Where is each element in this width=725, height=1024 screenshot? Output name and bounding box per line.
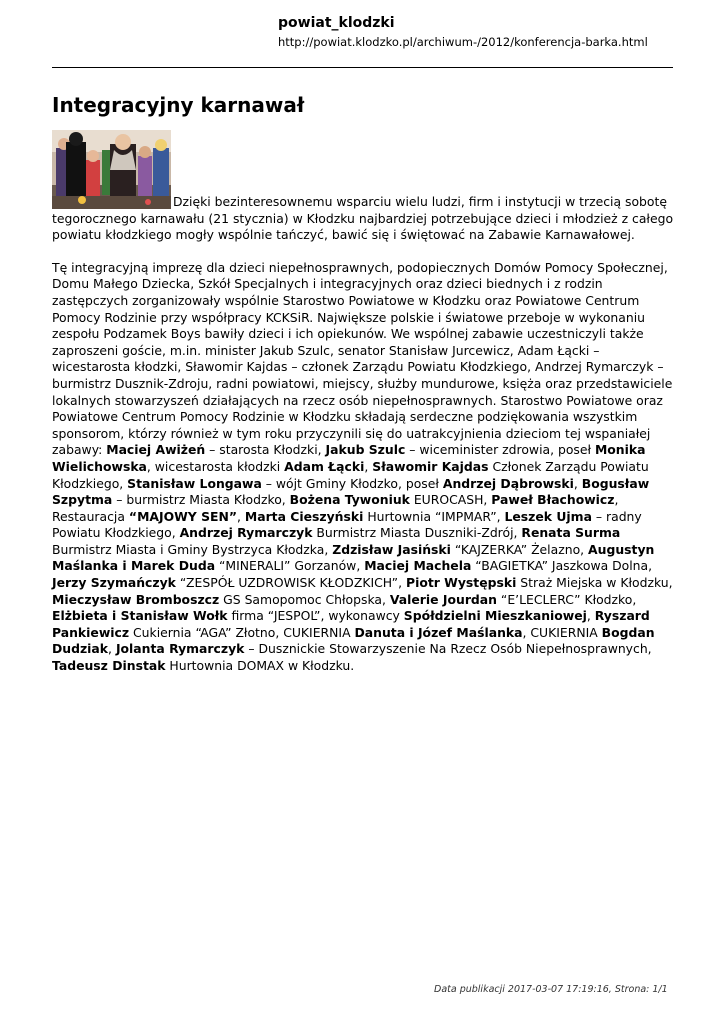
body-text: Tę integracyjną imprezę dla dzieci niepełnosprawnych, podopiecznych Domów Pomocy Społecznej, Domu Małego Dziecka, Szkół Specjalnych i integracyjnych oraz dzieci biednych i z rodzin zastępczych zorganizowały wspólnie Starostwo Powiatowe w Kłodzku oraz Powiatowe Centrum Pomocy Rodzinie przy współpracy KCKSiR. Największe polskie i światowe przeboje w wykonaniu zespołu Podzamek Boys bawiły dzieci i ich opiekunów. We wspólnej zabawie uczestniczyli także zaproszeni goście, m.in. minister Jakub Szulc, senator Stanisław Jurcewicz, Adam Łącki – wicestarosta kłodzki, Sławomir Kajdas – członek Zarządu Powiatu Kłodzkiego, Andrzej Rymarczyk – burmistrz Dusznik-Zdroju, radni powiatowi, miejscy, służby mundurowe, księża oraz przedstawiciele lokalnych stowarzyszeń działających na rzecz osób niepełnosprawnych. Starostwo Powiatowe oraz Powiatowe Centrum Pomocy Rodzinie w Kłodzku składają serdeczne podziękowania wszystkim sponsorom, którzy również w tym roku przyczynili się do uatrakcyjnienia dzieciom tej wspaniałej zabawy: xyxy=(52,259,673,458)
sponsor-name: Spółdzielni Mieszkaniowej xyxy=(403,608,587,624)
sponsor-name: Bogdan Dudziak xyxy=(52,624,655,657)
sponsor-name: Zdzisław Jasiński xyxy=(332,541,451,557)
sponsor-name: Leszek Ujma xyxy=(504,508,592,524)
body-text: firma “JESPOL”, wykonawcy xyxy=(227,608,404,624)
document-header xyxy=(278,14,678,50)
article-title: Integracyjny karnawał xyxy=(52,93,305,117)
body-text: – burmistrz Miasta Kłodzko, xyxy=(112,492,290,508)
sponsor-name: Jerzy Szymańczyk xyxy=(52,575,176,591)
publication-footer: Data publikacji 2017-03-07 17:19:16, Strona: 1/1 xyxy=(434,984,668,995)
sponsor-name: Piotr Występski xyxy=(405,575,517,591)
sponsor-name: Jakub Szulc xyxy=(325,442,406,458)
body-text: , wicestarosta kłodzki xyxy=(146,458,285,474)
body-text: – starosta Kłodzki, xyxy=(205,442,326,458)
body-text: EUROCASH, xyxy=(409,492,492,508)
body-text: – wiceminister zdrowia, poseł xyxy=(405,442,595,458)
body-text: , xyxy=(108,641,116,657)
body-text: , xyxy=(586,608,595,624)
sponsor-name: Elżbieta i Stanisław Wołk xyxy=(52,608,228,624)
body-text: “E’LECLERC” Kłodzko, xyxy=(496,591,637,607)
sponsor-name: “MAJOWY SEN” xyxy=(128,508,237,524)
body-text: “ZESPÓŁ UZDROWISK KŁODZKICH”, xyxy=(175,575,406,591)
sponsor-name: Stanisław Longawa xyxy=(127,475,262,491)
body-text: “MINERALI” Gorzanów, xyxy=(215,558,365,574)
sponsor-name: Adam Łącki xyxy=(284,458,365,474)
header-divider xyxy=(52,67,673,68)
body-text: – wójt Gminy Kłodzko, poseł xyxy=(261,475,443,491)
article-body xyxy=(52,260,677,675)
body-text: , xyxy=(573,475,582,491)
body-text: Straż Miejska w Kłodzku, xyxy=(516,575,673,591)
site-name: powiat_klodzki xyxy=(278,15,395,31)
body-text: , xyxy=(364,458,373,474)
body-text: “KAJZERKA” Żelazno, xyxy=(450,541,589,557)
body-text: – radny Powiatu Kłodzkiego, xyxy=(52,508,642,541)
sponsor-name: Maciej Awiżeń xyxy=(106,442,206,458)
source-url[interactable]: http://powiat.klodzko.pl/archiwum-/2012/konferencja-barka.html xyxy=(278,35,648,49)
body-text: Hurtownia DOMAX w Kłodzku. xyxy=(165,658,355,674)
sponsor-name: Paweł Błachowicz xyxy=(491,492,615,508)
body-text: , Restauracja xyxy=(52,492,619,524)
sponsor-name: Mieczysław Bromboszcz xyxy=(52,591,220,607)
sponsor-name: Bożena Tywoniuk xyxy=(289,492,410,508)
body-text: Burmistrz Miasta Duszniki-Zdrój, xyxy=(312,525,522,541)
body-text: Cukiernia “AGA” Złotno, CUKIERNIA xyxy=(129,624,355,640)
body-text: Członek Zarządu Powiatu Kłodzkiego, xyxy=(52,458,649,491)
sponsor-name: Maciej Machela xyxy=(364,558,472,574)
sponsor-name: Jolanta Rymarczyk xyxy=(115,641,245,657)
sponsor-name: Bogusław Szpytma xyxy=(52,475,650,508)
sponsor-name: Monika Wielichowska xyxy=(52,442,646,474)
body-text: Hurtownia “IMPMAR”, xyxy=(363,508,505,524)
sponsor-name: Ryszard Pankiewicz xyxy=(52,608,650,640)
body-text: , CUKIERNIA xyxy=(522,624,602,640)
article-intro: Dzięki bezinteresownemu wsparciu wielu ludzi, firm i instytucji w trzecią sobotę tegorocznego karnawału (21 stycznia) w Kłodzku najbardziej potrzebujące dzieci i młodzież z całego powiatu kłodzkiego mogły wspólnie tańczyć, bawić się i świętować na Zabawie Karnawałowej. xyxy=(52,194,674,243)
body-text: Burmistrz Miasta i Gminy Bystrzyca Kłodzka, xyxy=(52,541,333,557)
sponsor-name: Andrzej Rymarczyk xyxy=(179,525,313,541)
sponsor-name: Valerie Jourdan xyxy=(389,591,497,607)
sponsor-name: Andrzej Dąbrowski xyxy=(442,475,574,491)
carnival-photo xyxy=(52,130,171,209)
sponsor-name: Tadeusz Dinstak xyxy=(52,658,166,674)
sponsor-name: Marta Cieszyński xyxy=(244,508,364,524)
body-text: , xyxy=(236,508,245,524)
sponsor-name: Sławomir Kajdas xyxy=(372,458,489,474)
sponsor-name: Renata Surma xyxy=(521,525,621,541)
body-text: – Dusznickie Stowarzyszenie Na Rzecz Osób Niepełnosprawnych, xyxy=(244,641,652,657)
body-text: GS Samopomoc Chłopska, xyxy=(219,591,390,607)
body-text: “BAGIETKA” Jaszkowa Dolna, xyxy=(471,558,653,574)
sponsor-name: Augustyn Maślanka i Marek Duda xyxy=(52,541,655,574)
article-content xyxy=(52,130,677,675)
sponsor-name: Danuta i Józef Maślanka xyxy=(354,624,523,640)
